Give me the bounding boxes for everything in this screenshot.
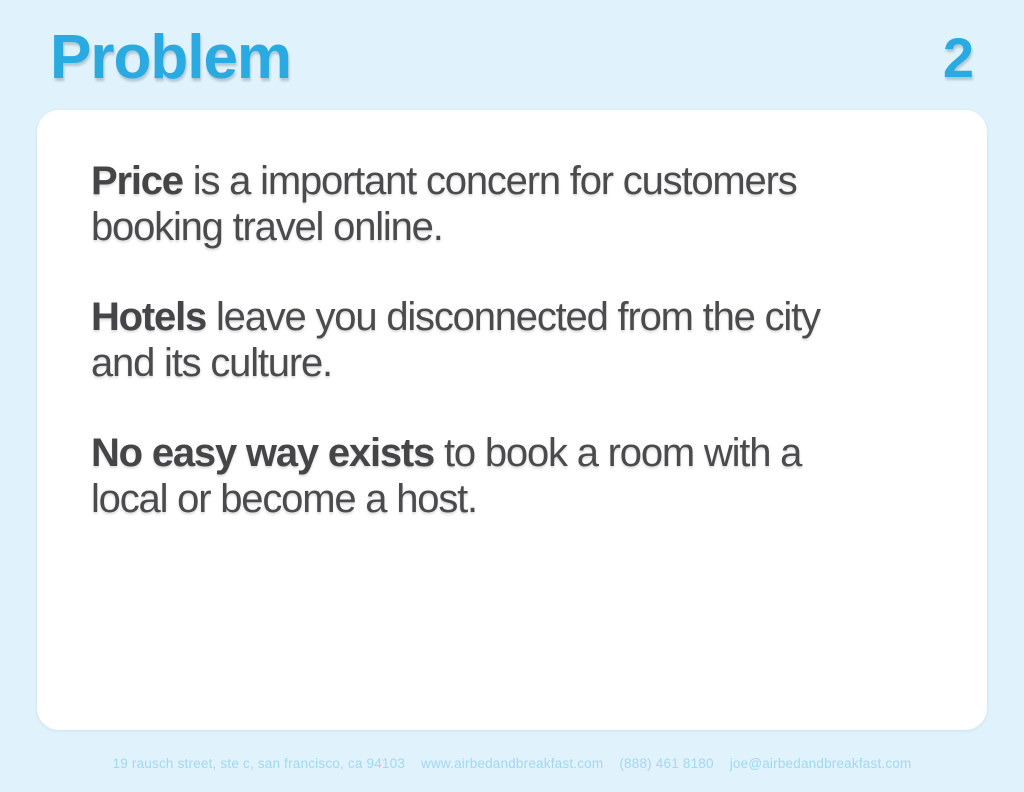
footer-address: 19 rausch street, ste c, san francisco, ca 94103 [112, 755, 406, 771]
problem-paragraph-hotels [91, 294, 933, 386]
slide-header [0, 0, 1024, 110]
paragraph-lead: No easy way exists [91, 431, 435, 475]
paragraph-line1: leave you disconnected from the city [215, 295, 820, 339]
paragraph-line2: local or become a host. [91, 477, 477, 521]
paragraph-line2: booking travel online. [91, 205, 443, 249]
problem-paragraph-no-easy-way [91, 430, 933, 522]
paragraph-lead: Price [91, 159, 183, 203]
paragraph-lead: Hotels [91, 295, 207, 339]
page-number: 2 [942, 26, 974, 89]
paragraph-line1: to book a room with a [444, 431, 802, 475]
paragraph-line2: and its culture. [91, 341, 332, 385]
problem-paragraph-price [91, 158, 933, 250]
content-card [37, 110, 987, 730]
footer-phone: (888) 461 8180 [619, 755, 714, 771]
footer-website: www.airbedandbreakfast.com [421, 755, 604, 771]
paragraph-line1: is a important concern for customers [192, 159, 797, 203]
slide-title: Problem [50, 23, 292, 92]
footer [0, 748, 1024, 778]
footer-email: joe@airbedandbreakfast.com [729, 755, 912, 771]
